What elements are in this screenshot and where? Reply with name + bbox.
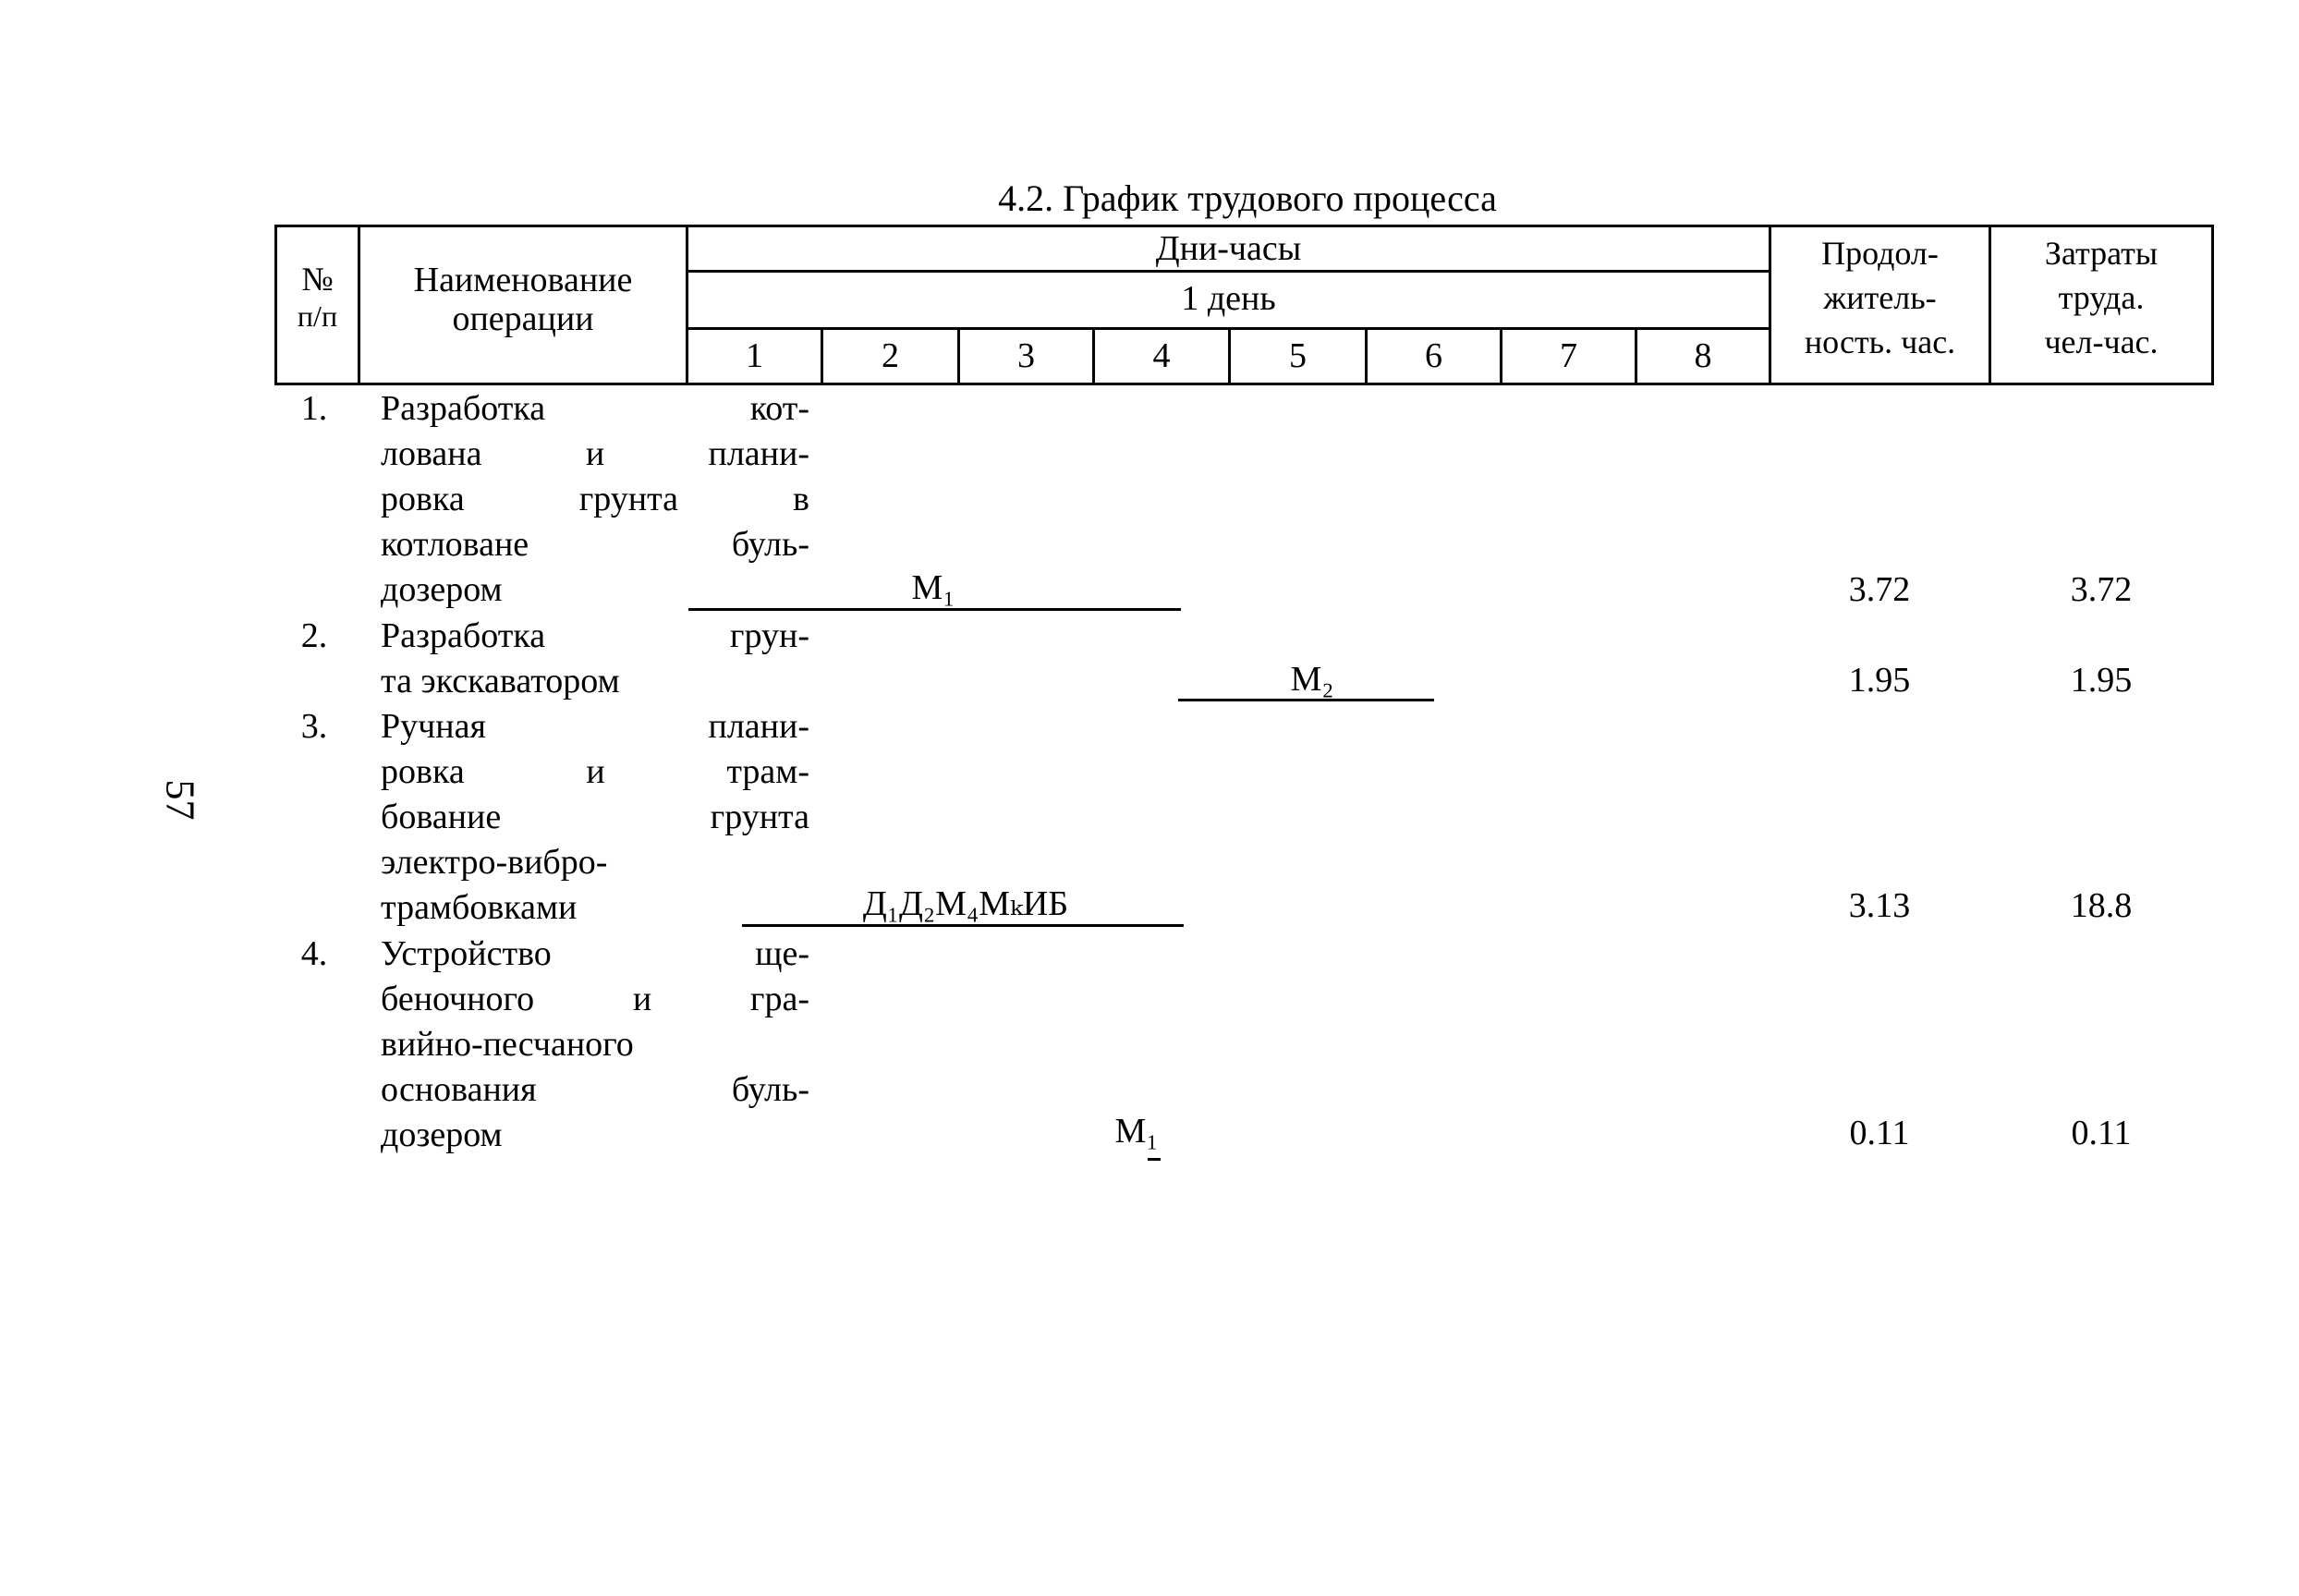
num-header [277, 261, 358, 335]
row-divider [686, 270, 1771, 273]
labor-value: 18.8 [2070, 886, 2133, 925]
row-name-line: вийно-песчаного [381, 1025, 634, 1064]
bar-label: М₁ [911, 568, 955, 607]
day-header: 1 день [1181, 279, 1276, 318]
labor-header-line: чел-час. [2044, 323, 2159, 360]
bar-label: М₁ [1114, 1112, 1159, 1151]
row-name [381, 614, 809, 704]
row-name [381, 704, 809, 931]
hour-cell: 2 [882, 336, 899, 375]
labor-header-line: Затраты [2044, 235, 2159, 272]
row-number: 3. [300, 707, 328, 746]
row-name-line: Разработка кот- [381, 389, 809, 428]
table-title: 4.2. График трудового процесса [998, 177, 1497, 219]
duration-value: 1.95 [1848, 661, 1911, 700]
duration-value: 3.72 [1848, 570, 1911, 609]
labor-value: 3.72 [2070, 570, 2133, 609]
row-name [381, 386, 809, 613]
labor-value: 1.95 [2070, 661, 2133, 700]
name-header-line: операции [452, 299, 594, 338]
bar-label: М₂ [1290, 660, 1334, 699]
hour-cell: 4 [1152, 336, 1171, 375]
row-name-line: основания буль- [381, 1070, 809, 1109]
row-name-line: дозером [381, 1115, 503, 1154]
hour-cell: 6 [1425, 336, 1442, 375]
duration-value: 3.13 [1848, 886, 1911, 925]
num-header-line: п/п [297, 299, 338, 333]
gantt-bar [1148, 1158, 1161, 1161]
row-name-line: лована и плани- [381, 434, 809, 473]
gantt-bar [1178, 699, 1434, 701]
row-name [381, 932, 809, 1158]
row-name-line: трамбовками [381, 888, 578, 927]
duration-header-line: ность. час. [1804, 323, 1956, 360]
row-number: 4. [300, 934, 328, 973]
labor-value: 0.11 [2071, 1114, 2132, 1152]
row-name-line: та экскаватором [381, 662, 620, 701]
name-header-line: Наименование [413, 261, 633, 299]
hour-cell: 3 [1017, 336, 1035, 375]
row-name-line: котловане буль- [381, 525, 809, 564]
name-header [360, 261, 686, 338]
row-divider [686, 327, 1771, 330]
row-name-line: дозером [381, 570, 503, 609]
gantt-bar [688, 608, 1181, 611]
duration-value: 0.11 [1849, 1114, 1910, 1152]
days-hours-header: Дни-часы [1155, 229, 1302, 268]
page-number: 57 [157, 779, 203, 821]
row-name-line: ровка грунта в [381, 480, 809, 518]
row-name-line: Устройство ще- [381, 934, 809, 973]
bar-label: Д₁Д₂М₄МₖИБ [862, 884, 1069, 923]
hour-cell: 5 [1289, 336, 1307, 375]
row-name-line: электро-вибро- [381, 843, 608, 882]
row-name-line: Разработка грун- [381, 616, 809, 655]
duration-header-line: Продол- [1821, 235, 1939, 272]
labor-header-line: труда. [2058, 279, 2145, 316]
duration-header-line: житель- [1823, 279, 1937, 316]
row-number: 1. [300, 389, 328, 428]
row-name-line: бование грунта [381, 798, 809, 836]
duration-header [1771, 231, 1989, 364]
hour-cell: 8 [1694, 336, 1712, 375]
row-name-line: ровка и трам- [381, 752, 809, 791]
row-number: 2. [300, 616, 328, 655]
num-header-line: № [301, 261, 334, 298]
row-name-line: Ручная плани- [381, 707, 809, 746]
row-name-line: беночного и гра- [381, 980, 809, 1018]
gantt-bar [742, 924, 1184, 927]
labor-header [1991, 231, 2211, 364]
hour-cell: 7 [1560, 336, 1577, 375]
hour-cell: 1 [746, 336, 763, 375]
